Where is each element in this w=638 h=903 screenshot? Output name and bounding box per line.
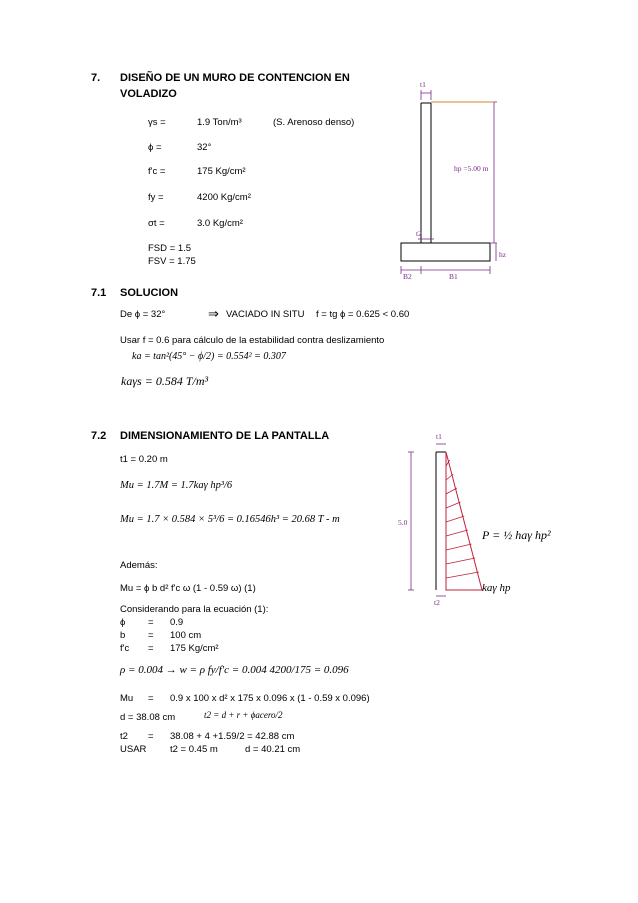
param-symbol: fy = <box>148 192 164 203</box>
fsd-line: FSD = 1.5 <box>148 243 192 254</box>
var-symbol: ϕ <box>120 617 126 628</box>
equals-sign: = <box>148 630 154 641</box>
arrow-icon: ⇒ <box>208 306 219 321</box>
height-label: 5.0 <box>398 518 408 527</box>
t1-label: t1 <box>420 80 426 89</box>
var-value: 175 Kg/cm² <box>170 643 219 654</box>
param-note: (S. Arenoso denso) <box>273 117 355 128</box>
param-value: 3.0 Kg/cm² <box>197 218 243 229</box>
equals-sign: = <box>148 643 154 654</box>
hatch-line <box>446 502 461 508</box>
mu-formula: Mu = ϕ b d² f'c ω (1 - 0.59 ω) (1) <box>120 583 256 594</box>
section-title: DISEÑO DE UN MURO DE CONTENCION EN <box>120 72 350 84</box>
section-number: 7. <box>91 72 101 84</box>
param-value: 4200 Kg/cm² <box>197 192 251 203</box>
hatch-line <box>446 558 475 564</box>
text-line: Usar f = 0.6 para cálculo de la estabilidad contra deslizamiento <box>120 335 385 346</box>
text-line: VACIADO IN SITU <box>226 309 305 320</box>
section-number: 7.1 <box>91 287 107 299</box>
var-symbol: t2 <box>120 731 128 742</box>
equation-t2: t2 = d + r + ϕacero/2 <box>204 710 283 720</box>
section-title-line2: VOLADIZO <box>120 88 177 100</box>
d-value: d = 38.08 cm <box>120 712 176 723</box>
param-symbol: σt = <box>148 218 165 229</box>
var-value: 100 cm <box>170 630 202 641</box>
equation-mu-numeric: Mu = 1.7 × 0.584 × 5³/6 = 0.16546h³ = 20.68 T - m <box>120 514 340 525</box>
equals-sign: = <box>148 693 154 704</box>
equation-rho: ρ = 0.004 → w = ρ fy/f'c = 0.004 4200/175 = 0.096 <box>120 664 349 676</box>
hp-label: hp =5.00 m <box>454 164 489 173</box>
hatch-line <box>446 474 453 480</box>
hatch-line <box>446 460 450 466</box>
text-line: f = tg ϕ = 0.625 < 0.60 <box>316 309 410 320</box>
usar-label: USAR <box>120 744 147 755</box>
text-line: Considerando para la ecuación (1): <box>120 604 269 615</box>
param-value: 1.9 Ton/m³ <box>197 117 242 128</box>
b2-label: B2 <box>403 272 412 281</box>
var-value: 0.9 x 100 x d² x 175 x 0.096 x (1 - 0.59 x 0.096) <box>170 693 370 704</box>
param-symbol: f'c = <box>148 166 166 177</box>
hatch-line <box>446 544 472 550</box>
param-symbol: ϕ = <box>148 142 162 153</box>
t1-label: t1 <box>436 432 442 441</box>
text-line: De ϕ = 32° <box>120 309 166 320</box>
var-symbol: b <box>120 630 126 641</box>
pressure-label: kaγ hp <box>482 582 511 594</box>
text-line: Además: <box>120 560 158 571</box>
section-title: DIMENSIONAMIENTO DE LA PANTALLA <box>120 430 330 442</box>
hatch-line <box>446 572 479 578</box>
param-value: 175 Kg/cm² <box>197 166 246 177</box>
hatch-line <box>446 516 464 522</box>
equation-mu: Mu = 1.7M = 1.7kaγ hp³/6 <box>120 480 233 491</box>
var-symbol: Mu <box>120 693 134 704</box>
var-value: 38.08 + 4 +1.59/2 = 42.88 cm <box>170 731 295 742</box>
equation-ka: ka = tan²(45° − ϕ/2) = 0.554² = 0.307 <box>132 351 286 362</box>
t2-label: t2 <box>434 598 440 607</box>
var-value: 0.9 <box>170 617 184 628</box>
equation-kay: kaγs = 0.584 T/m³ <box>121 374 209 388</box>
force-formula: P = ½ haγ hp² <box>482 528 551 542</box>
section-title: SOLUCION <box>120 287 179 299</box>
var-symbol: f'c <box>120 643 130 654</box>
hatch-line <box>446 530 468 536</box>
t1-value: t1 = 0.20 m <box>120 454 168 465</box>
equals-sign: = <box>148 731 154 742</box>
section-number: 7.2 <box>91 430 107 442</box>
param-symbol: γs = <box>148 117 166 128</box>
b1-label: B1 <box>449 272 458 281</box>
hz-label: hz <box>499 250 507 259</box>
param-value: 32° <box>197 142 212 153</box>
usar-d: d = 40.21 cm <box>245 744 301 755</box>
t2-label: t2 <box>416 229 422 238</box>
fsv-line: FSV = 1.75 <box>148 256 196 267</box>
equals-sign: = <box>148 617 154 628</box>
usar-t2: t2 = 0.45 m <box>170 744 218 755</box>
hatch-line <box>446 488 457 494</box>
